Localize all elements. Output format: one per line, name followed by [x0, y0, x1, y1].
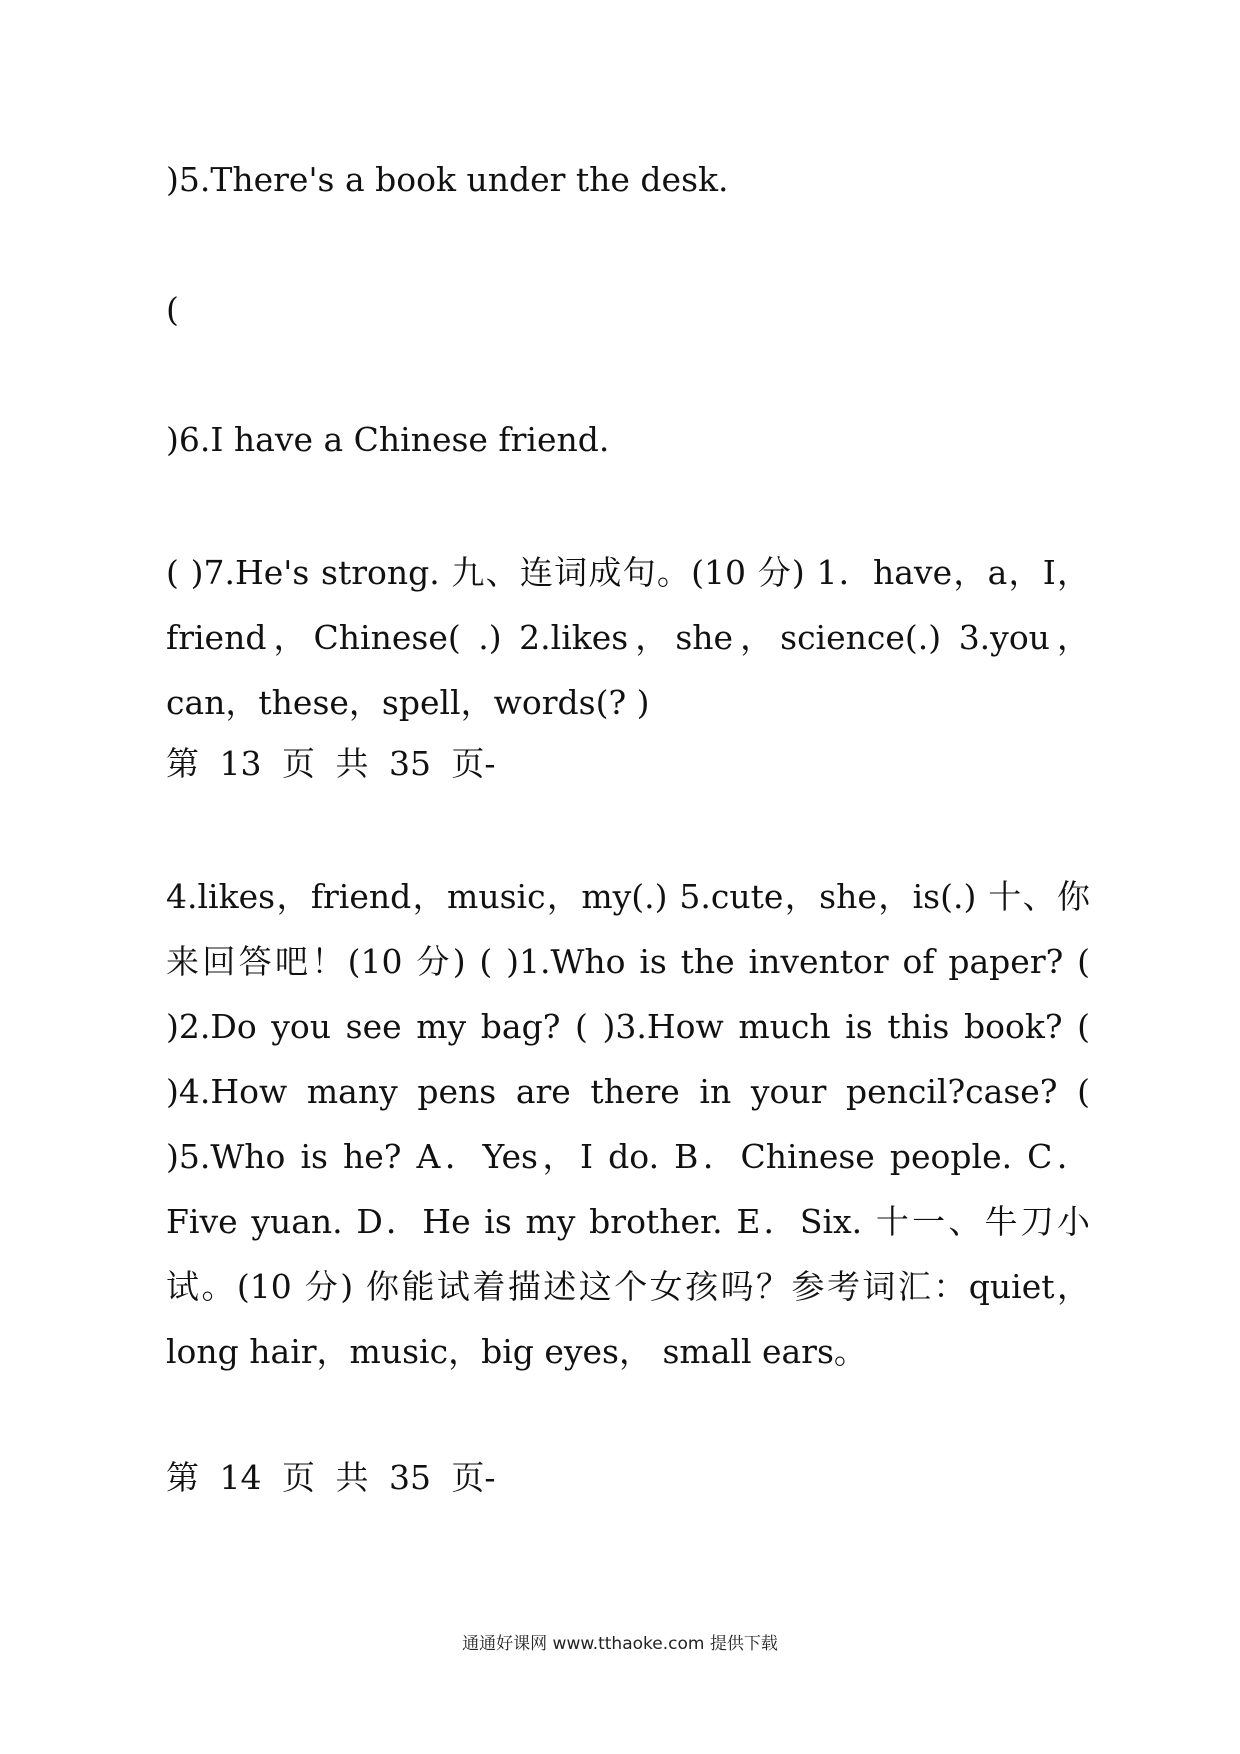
- page-number-14: 第 14 页 共 35 页-: [166, 1458, 496, 1497]
- question-7-and-section-9: ( )7.He's strong. 九、连词成句。(10 分) 1．have，a，I，friend，Chinese( .) 2.likes，she，science(.) 3.you，can，these，spell，words(? ): [166, 553, 1090, 722]
- question-6-line: )6.I have a Chinese friend.: [166, 420, 610, 459]
- open-parenthesis-line: (: [166, 290, 179, 329]
- question-5-line: )5.There's a book under the desk.: [166, 160, 729, 199]
- footer-source-note: 通通好课网 www.tthaoke.com 提供下载: [462, 1634, 778, 1654]
- section-10-and-11: 4.likes，friend，music，my(.) 5.cute，she，is(.) 十、你来回答吧！(10 分) ( )1.Who is the inventor of paper? ( )2.Do you see my bag? ( )3.How much is this book? ( )4.How many pens are there in your pencil?case? ( )5.Who is he? A．Yes，I do. B．Chinese people. C．Five yuan. D．He is my brother. E．Six. 十一、牛刀小试。(10 分) 你能试着描述这个女孩吗？参考词汇：quiet，long hair，music，big eyes， small ears。: [166, 877, 1090, 1371]
- page-number-13: 第 13 页 共 35 页-: [166, 744, 496, 783]
